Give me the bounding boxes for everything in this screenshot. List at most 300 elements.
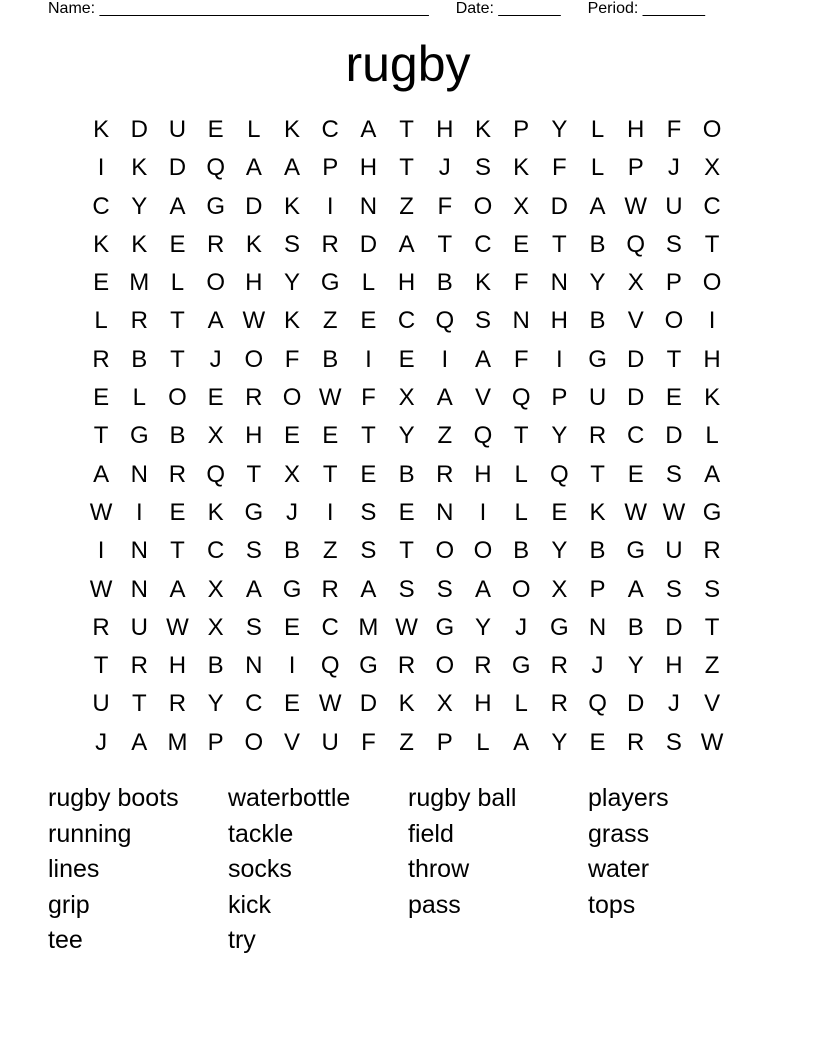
- word-list-item: tackle: [228, 819, 294, 848]
- word-list-item: rugby ball: [408, 784, 517, 812]
- grid-letter: W: [166, 613, 189, 641]
- letter-grid: [82, 111, 731, 762]
- grid-letter: C: [627, 422, 645, 450]
- grid-letter: T: [437, 230, 453, 258]
- grid-letter: R: [168, 460, 187, 488]
- grid-letter: G: [244, 498, 264, 526]
- grid-letter: R: [550, 652, 569, 680]
- grid-letter: A: [436, 384, 453, 412]
- grid-letter: R: [321, 575, 339, 603]
- grid-letter: X: [398, 384, 415, 412]
- grid-letter: O: [473, 537, 493, 565]
- word-list-item: grip: [48, 890, 90, 919]
- grid-letter: B: [169, 422, 186, 450]
- grid-letter: Z: [399, 192, 414, 220]
- grid-letter: K: [131, 230, 148, 258]
- grid-letter: A: [207, 307, 224, 335]
- word-list-item: throw: [408, 855, 470, 884]
- grid-letter: E: [284, 422, 301, 450]
- grid-letter: B: [207, 652, 224, 680]
- grid-letter: J: [515, 613, 528, 641]
- grid-letter: K: [284, 307, 301, 335]
- grid-letter: X: [207, 613, 224, 641]
- grid-letter: X: [513, 192, 530, 220]
- grid-letter: Y: [551, 728, 568, 756]
- grid-letter: W: [624, 192, 648, 220]
- grid-letter: R: [130, 307, 148, 335]
- grid-letter: H: [665, 652, 683, 680]
- grid-letter: O: [473, 192, 493, 220]
- grid-letter: I: [97, 537, 105, 565]
- grid-letter: V: [704, 690, 721, 718]
- grid-letter: O: [511, 575, 531, 603]
- grid-letter: H: [359, 154, 378, 182]
- grid-letter: E: [589, 728, 606, 756]
- grid-letter: D: [550, 192, 569, 220]
- grid-letter: G: [626, 537, 646, 565]
- grid-letter: Z: [322, 537, 338, 565]
- grid-letter: I: [441, 345, 449, 373]
- grid-letter: I: [556, 345, 563, 373]
- grid-letter: Y: [474, 613, 491, 641]
- grid-letter: A: [245, 154, 262, 182]
- grid-letter: L: [590, 154, 605, 182]
- grid-letter: R: [474, 652, 492, 680]
- grid-letter: Q: [626, 230, 646, 258]
- grid-letter: A: [627, 575, 644, 603]
- page-title: rugby: [345, 36, 471, 92]
- grid-letter: R: [321, 230, 339, 258]
- grid-letter: S: [284, 230, 301, 258]
- grid-letter: Y: [589, 269, 606, 297]
- grid-letter: H: [436, 116, 454, 143]
- grid-letter: E: [207, 116, 224, 143]
- grid-letter: N: [130, 460, 148, 488]
- grid-letter: I: [326, 498, 334, 526]
- grid-letter: P: [589, 575, 606, 603]
- grid-letter: Q: [206, 460, 225, 488]
- grid-letter: L: [514, 460, 528, 488]
- grid-letter: B: [589, 537, 606, 565]
- grid-letter: E: [284, 690, 301, 718]
- grid-letter: R: [703, 537, 721, 565]
- grid-letter: N: [130, 575, 148, 603]
- grid-letter: L: [132, 384, 146, 412]
- grid-letter: D: [665, 613, 683, 641]
- grid-letter: S: [665, 460, 682, 488]
- worksheet-header: [48, 0, 738, 18]
- grid-letter: T: [170, 537, 185, 565]
- grid-letter: R: [245, 384, 263, 412]
- grid-letter: T: [246, 460, 262, 488]
- grid-letter: B: [589, 307, 606, 335]
- grid-letter: L: [170, 269, 185, 297]
- grid-letter: U: [130, 613, 148, 641]
- grid-letter: M: [129, 269, 150, 297]
- grid-letter: E: [284, 613, 301, 641]
- grid-letter: I: [479, 498, 487, 526]
- grid-letter: A: [360, 116, 377, 143]
- grid-letter: C: [474, 230, 492, 258]
- grid-letter: J: [438, 154, 451, 182]
- grid-letter: S: [398, 575, 415, 603]
- word-list-item: rugby boots: [48, 784, 179, 812]
- grid-letter: K: [245, 230, 262, 258]
- grid-letter: O: [664, 307, 684, 335]
- grid-letter: R: [168, 690, 187, 718]
- grid-letter: R: [550, 690, 569, 718]
- grid-letter: C: [245, 690, 263, 718]
- word-list-item: lines: [48, 855, 100, 884]
- grid-letter: P: [513, 116, 530, 143]
- grid-letter: P: [322, 154, 339, 182]
- grid-letter: K: [207, 498, 224, 526]
- grid-letter: A: [169, 575, 186, 603]
- grid-letter: T: [590, 460, 605, 488]
- grid-letter: H: [474, 690, 492, 718]
- grid-letter: E: [551, 498, 568, 526]
- grid-letter: G: [129, 422, 149, 450]
- grid-letter: K: [474, 116, 491, 143]
- grid-letter: T: [131, 690, 147, 718]
- word-list-item: tee: [48, 926, 83, 955]
- grid-letter: J: [667, 690, 680, 718]
- grid-letter: B: [398, 460, 415, 488]
- grid-letter: O: [282, 384, 302, 412]
- grid-letter: J: [209, 345, 222, 373]
- word-list-item: tops: [588, 890, 636, 919]
- grid-letter: E: [93, 384, 110, 412]
- grid-letter: J: [286, 498, 299, 526]
- grid-letter: D: [245, 192, 263, 220]
- grid-letter: N: [588, 613, 607, 641]
- grid-letter: X: [207, 422, 224, 450]
- grid-letter: F: [284, 345, 300, 373]
- grid-letter: S: [474, 307, 491, 335]
- grid-letter: Q: [206, 154, 225, 182]
- grid-letter: C: [92, 192, 110, 220]
- grid-letter: Q: [550, 460, 569, 488]
- grid-letter: A: [360, 575, 377, 603]
- grid-letter: A: [704, 460, 721, 488]
- grid-letter: D: [627, 690, 645, 718]
- grid-letter: A: [131, 728, 148, 756]
- grid-letter: S: [704, 575, 721, 603]
- grid-letter: B: [436, 269, 453, 297]
- period-field-label: Period: _______: [587, 0, 706, 17]
- grid-letter: N: [245, 652, 263, 680]
- grid-letter: P: [551, 384, 568, 412]
- grid-letter: I: [288, 652, 296, 680]
- grid-letter: T: [666, 345, 682, 373]
- grid-letter: B: [513, 537, 530, 565]
- grid-letter: A: [474, 575, 491, 603]
- grid-letter: W: [662, 498, 686, 526]
- grid-letter: R: [588, 422, 607, 450]
- grid-letter: E: [513, 230, 530, 258]
- grid-letter: S: [360, 537, 377, 565]
- grid-letter: I: [326, 192, 334, 220]
- grid-letter: S: [245, 613, 262, 641]
- grid-letter: D: [665, 422, 683, 450]
- grid-letter: Q: [473, 422, 493, 450]
- grid-letter: N: [359, 192, 378, 220]
- grid-letter: C: [206, 537, 225, 565]
- grid-letter: E: [398, 345, 415, 373]
- grid-letter: L: [476, 728, 490, 756]
- grid-letter: K: [93, 230, 110, 258]
- grid-letter: B: [322, 345, 339, 373]
- grid-letter: S: [436, 575, 453, 603]
- grid-letter: L: [705, 422, 719, 450]
- grid-letter: W: [89, 498, 113, 526]
- grid-letter: I: [708, 307, 716, 335]
- grid-letter: E: [665, 384, 682, 412]
- grid-letter: D: [627, 384, 645, 412]
- grid-letter: P: [665, 269, 682, 297]
- grid-letter: H: [627, 116, 645, 143]
- grid-letter: O: [244, 345, 264, 373]
- grid-letter: E: [93, 269, 110, 297]
- grid-letter: T: [93, 422, 109, 450]
- grid-letter: C: [321, 116, 339, 143]
- grid-letter: W: [89, 575, 113, 603]
- grid-letter: H: [245, 422, 263, 450]
- grid-letter: F: [361, 384, 376, 412]
- grid-letter: B: [284, 537, 301, 565]
- grid-letter: D: [359, 230, 378, 258]
- grid-letter: O: [168, 384, 187, 412]
- grid-letter: Z: [322, 307, 338, 335]
- grid-letter: N: [512, 307, 530, 335]
- grid-letter: V: [627, 307, 644, 335]
- grid-letter: H: [550, 307, 569, 335]
- grid-letter: Z: [399, 728, 414, 756]
- grid-letter: E: [169, 230, 186, 258]
- date-field-label: Date: _______: [455, 0, 561, 17]
- grid-letter: J: [667, 154, 680, 182]
- grid-letter: X: [207, 575, 224, 603]
- grid-letter: S: [665, 728, 682, 756]
- grid-letter: I: [135, 498, 143, 526]
- grid-letter: D: [627, 345, 645, 373]
- grid-letter: Y: [551, 116, 568, 143]
- grid-letter: W: [318, 384, 342, 412]
- grid-letter: L: [247, 116, 261, 143]
- grid-letter: X: [704, 154, 721, 182]
- word-list-item: waterbottle: [228, 784, 351, 812]
- grid-letter: T: [704, 230, 720, 258]
- grid-letter: O: [702, 116, 722, 143]
- grid-letter: T: [93, 652, 109, 680]
- grid-letter: Q: [511, 384, 531, 412]
- grid-letter: G: [588, 345, 607, 373]
- grid-letter: F: [437, 192, 453, 220]
- grid-letter: E: [360, 460, 377, 488]
- grid-letter: D: [168, 154, 187, 182]
- grid-letter: I: [365, 345, 372, 373]
- grid-letter: W: [395, 613, 418, 641]
- grid-letter: Y: [551, 422, 568, 450]
- grid-letter: T: [513, 422, 529, 450]
- grid-letter: K: [704, 384, 721, 412]
- grid-letter: K: [513, 154, 530, 182]
- grid-letter: C: [321, 613, 339, 641]
- grid-letter: A: [398, 230, 415, 258]
- grid-letter: E: [207, 384, 224, 412]
- grid-letter: J: [95, 728, 108, 756]
- grid-letter: T: [322, 460, 338, 488]
- grid-letter: K: [284, 116, 301, 143]
- grid-letter: H: [245, 269, 263, 297]
- grid-letter: F: [513, 269, 529, 297]
- grid-letter: W: [318, 690, 342, 718]
- grid-letter: M: [167, 728, 188, 756]
- grid-letter: E: [627, 460, 644, 488]
- grid-letter: S: [474, 154, 491, 182]
- grid-letter: O: [244, 728, 264, 756]
- grid-letter: K: [589, 498, 606, 526]
- grid-letter: C: [397, 307, 416, 335]
- grid-letter: S: [665, 575, 682, 603]
- grid-letter: F: [513, 345, 529, 373]
- grid-letter: H: [703, 345, 721, 373]
- word-list-item: water: [588, 855, 650, 884]
- grid-letter: F: [361, 728, 376, 756]
- grid-letter: M: [358, 613, 379, 641]
- grid-letter: C: [703, 192, 721, 220]
- grid-letter: Z: [704, 652, 720, 680]
- grid-letter: T: [361, 422, 376, 450]
- grid-letter: T: [170, 345, 185, 373]
- grid-letter: L: [361, 269, 376, 297]
- grid-letter: F: [666, 116, 682, 143]
- grid-letter: L: [590, 116, 605, 143]
- grid-letter: R: [436, 460, 454, 488]
- grid-letter: N: [550, 269, 569, 297]
- grid-letter: W: [700, 728, 724, 756]
- grid-letter: B: [589, 230, 606, 258]
- grid-letter: A: [93, 460, 110, 488]
- grid-letter: B: [131, 345, 148, 373]
- grid-letter: D: [130, 116, 148, 143]
- grid-letter: A: [513, 728, 530, 756]
- grid-letter: D: [359, 690, 378, 718]
- grid-letter: O: [435, 652, 455, 680]
- grid-letter: P: [436, 728, 453, 756]
- grid-letter: S: [245, 537, 262, 565]
- grid-letter: Y: [207, 690, 224, 718]
- word-list-item: grass: [588, 819, 650, 848]
- grid-letter: G: [320, 269, 340, 297]
- grid-letter: A: [284, 154, 301, 182]
- grid-letter: R: [92, 613, 110, 641]
- grid-letter: U: [92, 690, 110, 718]
- grid-letter: B: [627, 613, 644, 641]
- grid-letter: G: [435, 613, 455, 641]
- grid-letter: G: [282, 575, 302, 603]
- grid-letter: T: [704, 613, 720, 641]
- grid-letter: K: [131, 154, 148, 182]
- word-list-item: players: [588, 784, 669, 812]
- grid-letter: Z: [437, 422, 453, 450]
- grid-letter: O: [206, 269, 225, 297]
- grid-letter: A: [589, 192, 606, 220]
- grid-letter: X: [551, 575, 568, 603]
- grid-letter: S: [665, 230, 682, 258]
- grid-letter: G: [702, 498, 722, 526]
- word-list-item: try: [228, 926, 256, 955]
- word-list: [48, 780, 768, 958]
- grid-letter: Q: [320, 652, 340, 680]
- grid-letter: U: [665, 537, 683, 565]
- grid-letter: V: [284, 728, 301, 756]
- grid-letter: R: [397, 652, 416, 680]
- word-list-item: socks: [228, 855, 292, 884]
- grid-letter: A: [474, 345, 491, 373]
- grid-letter: P: [627, 154, 644, 182]
- grid-letter: L: [514, 690, 528, 718]
- grid-letter: R: [92, 345, 110, 373]
- grid-letter: Q: [435, 307, 455, 335]
- word-list-item: kick: [228, 890, 272, 919]
- grid-letter: L: [94, 307, 108, 335]
- grid-letter: G: [550, 613, 569, 641]
- grid-letter: Y: [551, 537, 568, 565]
- grid-letter: S: [360, 498, 377, 526]
- grid-letter: H: [397, 269, 416, 297]
- grid-letter: V: [474, 384, 491, 412]
- grid-letter: E: [398, 498, 415, 526]
- grid-letter: U: [168, 116, 187, 143]
- grid-letter: G: [206, 192, 225, 220]
- word-list-item: field: [408, 819, 454, 848]
- grid-letter: Y: [398, 422, 415, 450]
- name-field-label: Name: _____________________________________: [48, 0, 429, 17]
- grid-letter: Y: [627, 652, 644, 680]
- grid-letter: I: [97, 154, 105, 182]
- grid-letter: L: [514, 498, 528, 526]
- grid-letter: N: [436, 498, 454, 526]
- grid-letter: W: [242, 307, 266, 335]
- grid-letter: P: [207, 728, 224, 756]
- word-list-item: running: [48, 819, 132, 848]
- grid-letter: O: [435, 537, 455, 565]
- grid-letter: K: [474, 269, 491, 297]
- grid-letter: E: [360, 307, 377, 335]
- grid-letter: T: [552, 230, 567, 258]
- grid-letter: T: [170, 307, 185, 335]
- grid-letter: H: [474, 460, 492, 488]
- word-list-item: pass: [408, 890, 461, 919]
- grid-letter: F: [552, 154, 567, 182]
- grid-letter: X: [284, 460, 301, 488]
- grid-letter: U: [665, 192, 683, 220]
- grid-letter: Y: [284, 269, 301, 297]
- grid-letter: X: [627, 269, 644, 297]
- grid-letter: H: [168, 652, 187, 680]
- grid-letter: J: [591, 652, 604, 680]
- grid-letter: K: [398, 690, 415, 718]
- grid-letter: G: [359, 652, 378, 680]
- grid-letter: R: [206, 230, 225, 258]
- grid-letter: T: [399, 537, 414, 565]
- grid-letter: T: [399, 116, 414, 143]
- grid-letter: A: [245, 575, 262, 603]
- grid-letter: E: [169, 498, 186, 526]
- grid-letter: Q: [588, 690, 607, 718]
- grid-letter: G: [511, 652, 531, 680]
